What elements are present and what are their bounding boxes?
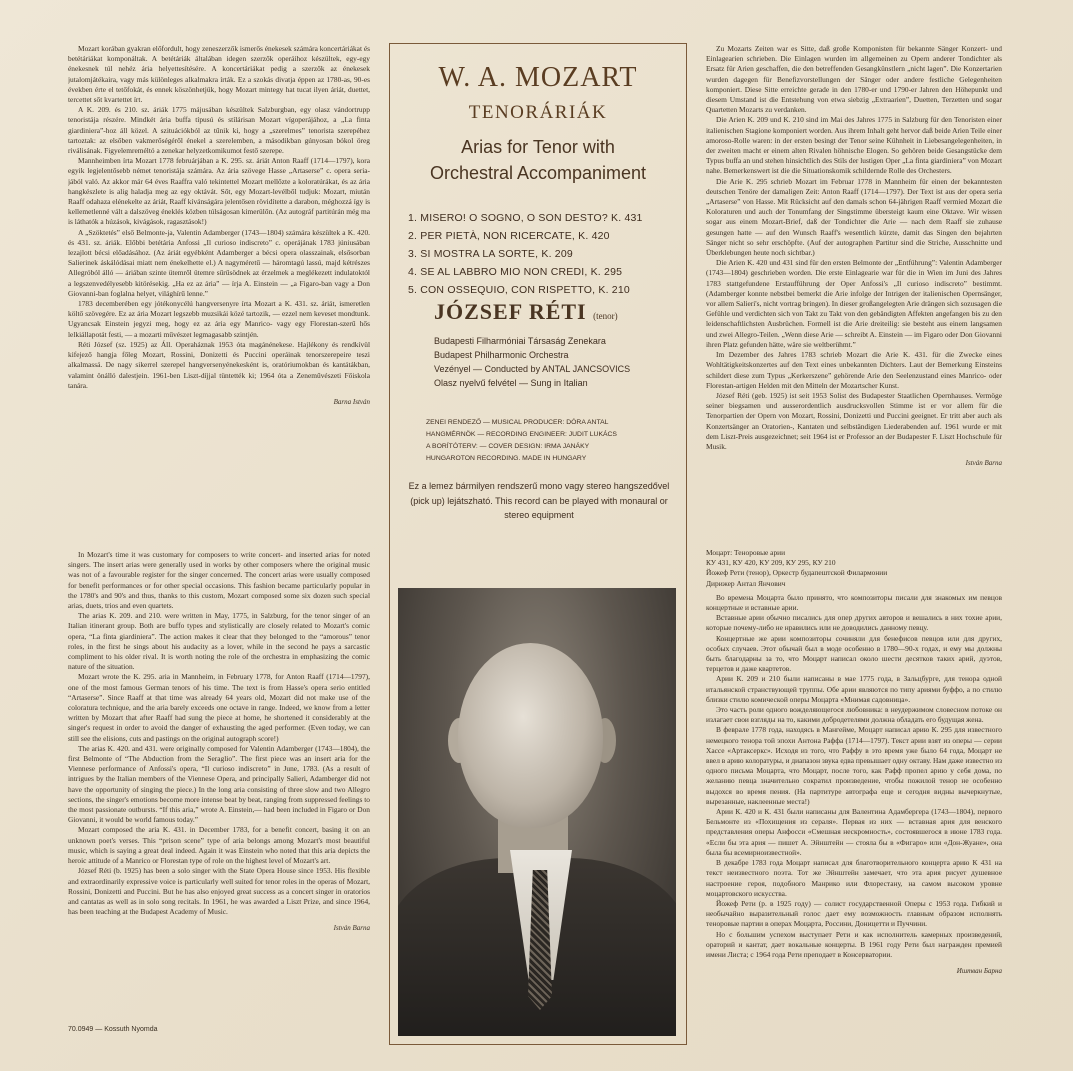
performer-name: JÓZSEF RÉTI <box>434 299 587 324</box>
title-panel <box>389 43 687 1045</box>
liner-notes-russian <box>706 548 1002 1018</box>
russian-heading-line: Дирижер Антал Янчович <box>706 578 786 588</box>
paragraph: Im Dezember des Jahres 1783 schrieb Mozart die Arie K. 431. für die Zwecke eines Wohltätigkeitskonzertes auf den Text eines unbekannten Dichters. Laut der Bemerkung Einsteins schildert diese zum Typus „Kerkerszene” gehörende Arie den Seelenzustand eines Manrico- oder Florestan-artigen Helden mit den Mitteln der Mozartscher Kunst. <box>706 350 1002 390</box>
author-signature: István Barna <box>333 924 370 933</box>
conductor: Vezényel — Conducted by ANTAL JANCSOVICS <box>434 364 631 374</box>
paragraph: Во времена Моцарта было принято, что композиторы писали для знакомых им певцов концертные и вставные арии. <box>706 592 1002 613</box>
paragraph: The arias K. 209. and 210. were written in May, 1775, in Salzburg, for the tenor singer of an Italian itinerant group. Both are buffo types and stylistically are closely related to Mozart's comic opera, “La finta giardiniera”. The action makes it clear that they belonged to the “amorous” tenor roles, in the first he sings about his audacity as a lover, while in the second he pays a sarcastic compliment to his older rival. It is worth noting the role of the orchestra in emphasizing the comic nature of the situation. <box>68 611 370 672</box>
author-signature: Иштван Барна <box>956 967 1002 976</box>
orchestra-hungarian: Budapesti Filharmóniai Társaság Zenekara <box>434 336 606 346</box>
paragraph: Концертные же арии композиторы сочиняли для бенефисов певцов или для других, особых случаев. Этот обычай был в моде особенно в 1780—90-х годах, и ему мы должны быть благодарны за то, что Моцарт написал около шести десятков таких арий, дуэтов, терцетов и даже квартетов. <box>706 633 1002 674</box>
track-item: 5. CON OSSEQUIO, CON RISPETTO, K. 210 <box>408 284 630 296</box>
paragraph: В декабре 1783 года Моцарт написал для благотворительного концерта арию К 431 на текст неизвестного поэта. Тот же Эйнштейн замечает, что эта ария рисует душевное настроение героя, подобного Манрико или Флорестану, на самом высоком уровне моцартовского искусства. <box>706 858 1002 898</box>
paragraph: Это часть роли одного вожделяющегося любовника: в неудержимом словесном потоке он излагает свои взгляды на то, какими добродетелями должна обладать его будущая жена. <box>706 705 1002 725</box>
paragraph: Но с большим успехом выступает Рети и как исполнитель камерных произведений, ораторий и кантат, дает вокальные концерты. В 1961 году Рети был награжден премией имени Листа; с 1964 года Рети преподает в Консерватории. <box>706 929 1002 959</box>
liner-notes-german <box>706 44 1002 542</box>
paragraph: A „Szöktetés” első Belmonte-ja, Valentin Adamberger (1743—1804) számára készültek a K. 420. és 431. sz. áriák. Előbbi betétária Anfossi „Il curioso indiscreto” c. operájának 1783 júniusában lezajlott bécsi előadásához. (Az áriát egyébként Adamberger a bécsi opera olasszainak, elsősorban Salierinek áskálódásai miatt nem énekelhette el.) A nagyméretű — háromtagú lassú, majd kétrészes Allegróból álló — áriában szinte ütemről ütemre sűrűsödnek az érzelmek a meglékezett indulatoktól a legszenvedélyesebb kitörésekig. „Ha ez az ária” — írja A. Einstein — „a Figaro-ban vagy a Don Giovanni-ban foglalna helyet, világhírű lenne.” <box>68 227 370 298</box>
orchestra-credits <box>434 334 674 390</box>
paragraph: Йожеф Рети (р. в 1925 году) — солист государственной Оперы с 1953 года. Гибкий и необычайно выразительный голос дает ему возможность главным образом исполнять теноровые партии в операх Моцарта, Россини, Доницетти и Пуччини. <box>706 898 1002 929</box>
album-title-line: Orchestral Accompaniment <box>429 163 647 183</box>
orchestra-english: Budapest Philharmonic Orchestra <box>434 350 569 360</box>
paragraph: Арии К. 209 и 210 были написаны в мае 1775 года, в Зальцбурге, для тенора одной итальянской странствующей труппы. Обе арии являются по типу ариями буффо, а по стилю близки стилю комической оперы Моцарта «Мнимая садовница». <box>706 674 1002 704</box>
album-title-hungarian: TENORÁRIÁK <box>468 102 608 123</box>
language-note: Olasz nyelvű felvétel — Sung in Italian <box>434 378 588 388</box>
paragraph: The arias K. 420. and 431. were originally composed for Valentin Adamberger (1743—1804), the first Belmonte of “The Abduction from the Seraglio”. The first piece was an insert aria for the Viennese performance of Anfossi's opera, “Il curioso indiscreto” in June, 1783. (As a result of intrigues by the Italian members of the Viennese Opera, and principally Salieri, Adamberger did not have the opportunity of singing the piece.) In the long aria consisting of three slow and two Allegro sections, the singer's emotions become more intense beat by beat, ranging from suppressed feelings to the most passionate outbursts. “If this aria,” wrote A. Einstein,— had been included in Figaro or Don Giovanni, it would be world famous today.” <box>68 743 370 825</box>
liner-notes-english <box>68 550 370 1020</box>
track-item: 2. PER PIETÀ, NON RICERCATE, K. 420 <box>408 230 610 242</box>
paragraph: Die Arien K. 209 und K. 210 sind im Mai des Jahres 1775 in Salzburg für den Tenoristen einer italienischen Stagione komponiert worden. Aus ihrem Inhalt geht hervor daß beide Arien Teile einer amoroso-Rolle waren: in der ersten besingt der Tenor seine Kühnheit in Liebesangelegenheiten, in der zweiten macht er einem alten Rivalen höhnische Elogen. So gehören beide Gesangstücke dem Typus buffa an und stehen hinsichtlich des Stils der lustigen Oper „La finta giardiniera” von Mozart nahe. Bemerkenswert ist die die Situationskomik schildernde Rolle des Orchesters. <box>706 115 1002 176</box>
paragraph: Réti József (sz. 1925) az Áll. Operaháznak 1953 óta magánénekese. Hajlékony és rendkívül kifejező hangja főleg Mozart, Rossini, Donizetti és Puccini operáinak tenorszerepeire teszi alkalmassá. De nagy sikerrel szerepel hangversenyénekesként is, oratóriumokban és kantátákban, valamint önálló dalestjein. 1961-ben Liszt-díjjal tüntették ki; 1964 óta a Zeneművészeti Főiskola tanára. <box>68 339 370 390</box>
paragraph: Вставные арии обычно писались для опер других авторов и вешались в них тохие арии, которые почему-либо не нравились или не доводились данному певцу. <box>706 613 1002 633</box>
track-list <box>408 209 678 299</box>
russian-heading-line: Моцарт: Теноровые арии <box>706 548 786 557</box>
track-item: 3. SI MOSTRA LA SORTE, K. 209 <box>408 248 573 260</box>
engineer: HANGMÉRNÖK — RECORDING ENGINEER: JUDIT LUKÁCS <box>426 431 617 438</box>
performer <box>434 299 618 325</box>
author-signature: Barna István <box>333 397 370 406</box>
paragraph: Mozart korában gyakran előfordult, hogy zeneszerzők ismerős énekesek számára koncertáriákat és betétáriákat komponáltak. A betétáriák általában idegen szerzők operáihoz készültek, egy-egy énekesnek túl nehéz ária helyettesítésére. A koncertáriákat pedig a szerzők az énekesek jutalomjátékaira, vagy más különleges alkalmakra írták. Ez a szokás divatja éppen az 1780-as, 90-es években érte el tetőfokát, és ennek köszönhetjük, hogy Mozart mintegy hat tucat ilyen áriát, duettet, tercettet sőt kvartettet írt. <box>68 44 370 105</box>
cover-design: A BORÍTÓTERV: — COVER DESIGN: IRMA JANÁKY <box>426 443 590 450</box>
paragraph: Mannheimben írta Mozart 1778 februárjában a K. 295. sz. áriát Anton Raaff (1714—1797), kora egyik legjelentősebb német tenoristája számára. Az ária szövege Hasse „Artaserse” c. opera seria-jából való. Az akkor már 64 éves Raaffra való tekintettel Mozart mellőzte a koloratúrákat, és az ária hangkészlete is alig haladja meg az egy oktávát. Sőt, egy Mozart-levélből tudjuk: Mozart, miután Raaff odahaza elénekelte az áriát, Raaff kívánságára jelentősen rövidítette a darabon, méghozzá így is kellemetlenné vált a dalszöveg éneklés közben túlságosan kimerülőn. (Az autográf partitúrán még ma is láthatók a húzások, kivágások, ragasztások!) <box>68 156 370 227</box>
track-item: 1. MISERO! O SOGNO, O SON DESTO? K. 431 <box>408 212 643 224</box>
russian-heading-line: КУ 431, КУ 420, КУ 209, КУ 295, КУ 210 <box>706 558 836 568</box>
track-item: 4. SE AL LABBRO MIO NON CREDI, K. 295 <box>408 266 623 278</box>
paragraph: A K. 209. és 210. sz. áriák 1775 májusában készültek Salzburgban, egy olasz vándortrupp tenoristája részére. Mindkét ária buffa típusú és stílárisan Mozart vígoperájához, a „La finta giardiniera”-hoz áll közel. A szituációkból az tűnik ki, hogy a „szerelmes” tenorista szerepéhez tartoztak: az elsőben vakmerőségéről énekel a szerelemben, a másodikban gúnyosan bókol öreg riválisának. Figyelemreméltó a zenekar helyzetkomikumot festő szerepe. <box>68 105 370 156</box>
paragraph: József Réti (b. 1925) has been a solo singer with the State Opera House since 1953. His flexible and extraordinarily expressive voice is particularly well suited for tenor roles in the operas of Mozart, Rossini, Donizetti and Puccini. But he has also enjoyed great success as a concert singer in oratorios and cantatas as well as in solo song recitals. In 1961, he was awarded a Liszt Prize, and since 1964, has been teaching at the Budapest Academy of Music. <box>68 866 370 917</box>
composer-name: W. A. MOZART <box>438 62 638 93</box>
paragraph: In Mozart's time it was customary for composers to write concert- and inserted arias for noted singers. The insert arias were generally used in works by other composers where the original music was not of a favourable register for the singer concerned. The concert arias were usually composed for benefit performances or for other special occasions. This fashion became particularly popular in the 1780's and 90's and thus, thanks to this custom, Mozart composed some six dozen such special arias, duets, trios and even quartets. <box>68 550 370 611</box>
label: HUNGAROTON RECORDING. MADE IN HUNGARY <box>426 455 587 462</box>
producer: ZENEI RENDEZŐ — MUSICAL PRODUCER: DÓRA ANTAL <box>426 419 609 426</box>
paragraph: 1783 decemberében egy jótékonycélú hangversenyre írta Mozart a K. 431. sz. áriát, ismeretlen költő szövegére. Ez az ária Mozart legszebb muzsikái közé tartozik, — ezzel nem keveset mondtunk. Ugyancsak Einstein jegyzi meg, hogy ez az ária egy Manrico- vagy egy Florestan-szerű hős lelkiállapotát festi, — a mozarti művészet legmagasabb szintjén. <box>68 299 370 339</box>
russian-heading-line: Йожеф Рети (тенор), Оркестр будапештской Филармонии <box>706 568 888 578</box>
catalog-code: 70.0949 — Kossuth Nyomda <box>68 1026 158 1033</box>
portrait-photo <box>398 588 676 1036</box>
performer-role: (tenor) <box>593 311 618 321</box>
photo-head <box>458 643 603 828</box>
paragraph: В феврале 1778 года, находясь в Мангейме, Моцарт написал арию К. 295 для известного немецкого тенора той эпохи Антона Раффа (1714—1797). Текст арии взят из оперы — серии Хассе «Артаксеркс». Исходя из того, что Раффу в это время уже было 64 года, Моцарт не ввел в арию колоратуры, и диапазон звука едва превышает одну октаву. Нам даже известно из одного письма Моцарта, что Моцарт, после того, как Рафф пропел арию у себя дома, по желанию певца значительно сократил произведение, чтобы пожилой тенор не особенно выдохся во время пения. (На партитуре автографа еще и сегодня видны вычеркнутые, вырезанные, наклеенные места!) <box>706 725 1002 806</box>
author-signature: István Barna <box>965 459 1002 468</box>
paragraph: Mozart composed the aria K. 431. in December 1783, for a benefit concert, basing it on an unknown poet's verses. This “prison scene” type of aria belongs among Mozart's most beautiful music, which is saying a great deal indeed. Again it was Einstein who noted that this aria depicts the heroic attitude of a Manrico or Florestan type of role on the highest level of Mozart's art. <box>68 825 370 866</box>
paragraph: Die Arie K. 295 schrieb Mozart im Februar 1778 in Mannheim für einen der bekanntesten deutschen Tenöre der damaligen Zeit: Anton Raaff (1714—1797). Der Text ist aus der opera seria „Artaserse” von Hasse. Mit Rücksicht auf den damals schon 64-jährigen Raaff vermied Mozart die Koloraturen und auch der Tonumfang der Singstimme übersteigt kaum eine Oktave. Wir wissen sogar aus einem Mozart-Brief, daß der Tondichter die Arie — nach dem Raaff sie zuhause gesungen hatte — auf den Wunsch Raaff's wesentlich kürzte, damit das Singen den bejahrten Sänger nicht so sehr erschöpfte. (Auf der autographen Partitur sind die Striche, Ausschnitte und Überklebungen heute noch sichtbar.) <box>706 176 1002 258</box>
paragraph: Die Arien K. 420 und 431 sind für den ersten Belmonte der „Entführung”: Valentin Adamberger (1743—1804) geschrieben worden. Die erste Einlagearie war für die in Wien im Juni des Jahres 1783 stattgefundene Erstaufführung der Oper Anfossi's „Il curioso indiscreto” bestimmt. (Adamberger konnte nebstbei bemerkt die Arie infolge der Intrigen der italienischen Opernsänger, vor allem Salieri's, nicht vortrag bringen). In dieser großangelegten Arie drängen sich sozusagen die Gefühle und verdichten sich von Takt zu Takt von den gebändigten Affekten angefangen bis zu den leidenschaftlichsten Ausbrüchen. Formell ist die Arie dreiteilig: sie besteht aus einem langsamen und zwei Allegro-Teilen. „Wenn diese Arie — schreibt A. Einstein — im Figaro oder Don Giovanni ihren Platz gefunden hätte, wäre sie weltberühmt.” <box>706 258 1002 349</box>
paragraph: Mozart wrote the K. 295. aria in Mannheim, in February 1778, for Anton Raaff (1714—1797), one of the most famous German tenors of his time. The text is from Hasse's opera serio entitled “Artaserse”. Since Raaff at that time was already 64 years old, Mozart did not make use of the coloratura technique, and the aria barely exceeds one octave in range. Indeed, we know from a letter written by Mozart that after Raaff had sung the piece at home, he shortened it considerably at the singer's request in order to avoid the danger of exhausting the aged performer. (Even today, we can still see the elisions, cuts and pastings on the original autograph score!) <box>68 672 370 743</box>
album-title-line: Arias for Tenor with <box>461 137 615 157</box>
paragraph: Арии К. 420 и К. 431 были написаны для Валентина Адамбергера (1743—1804), первого Бельмонте из «Похищения из сераля». Первая из них — вставная ария для венского представления оперы Анфосси «Смешная нескромность», состоявшегося в июне 1783 года. «Если бы эта ария — пишет А. Эйнштейн — стояла бы в «Фигаро» или «Дон-Жуане», она была бы всемирноизвестной». <box>706 807 1002 857</box>
playback-notice: Ez a lemez bármilyen rendszerű mono vagy stereo hangszedővel (pick up) lejátszható. This record can be played with monaural or stereo equipment <box>408 481 670 520</box>
paragraph: József Réti (geb. 1925) ist seit 1953 Solist des Budapester Staatlichen Opernhauses. Vermöge seiner biegsamen und ausserordentlich ausdrucksvollen Stimme ist er vor allem für die Tenorpartien der Opern von Mozart, Rossini, Donizetti und Puccini geeignet. Er tritt aber auch als Konzertsänger an Oratorien-, Kantaten und selbständigen Liederabenden auf. 1961 wurde er mit dem Liszt-Preis ausgezeichnet; seit 1964 ist er Professor an der Budapester F. Liszt Hochschule für Musik. <box>706 390 1002 451</box>
paragraph: Zu Mozarts Zeiten war es Sitte, daß große Komponisten für bekannte Sänger Konzert- und Einlagearien schrieben. Die Einlagen wurden im allgemeinen zu Opern anderer Tondichter als Ersatz für Arien geschaffen, die den betreffenden Gesangkünstlern „nicht lagen”. Die Konzertarien wurden dagegen für Benefizvorstellungen der Sänger oder andere festliche Gelegenheiten komponiert. Diese Sitte erreichte gerade in den 1780-er und 1790-er Jahren den Höhepunkt und diesem Umstand ist die Entstehung von etwa siebzig „Extraarien”, Duetten, Terzetten und sogar Quartetten Mozarts zu verdanken. <box>706 44 1002 115</box>
album-title-english <box>390 134 686 186</box>
production-credits <box>426 417 682 465</box>
liner-notes-hungarian <box>68 44 370 544</box>
